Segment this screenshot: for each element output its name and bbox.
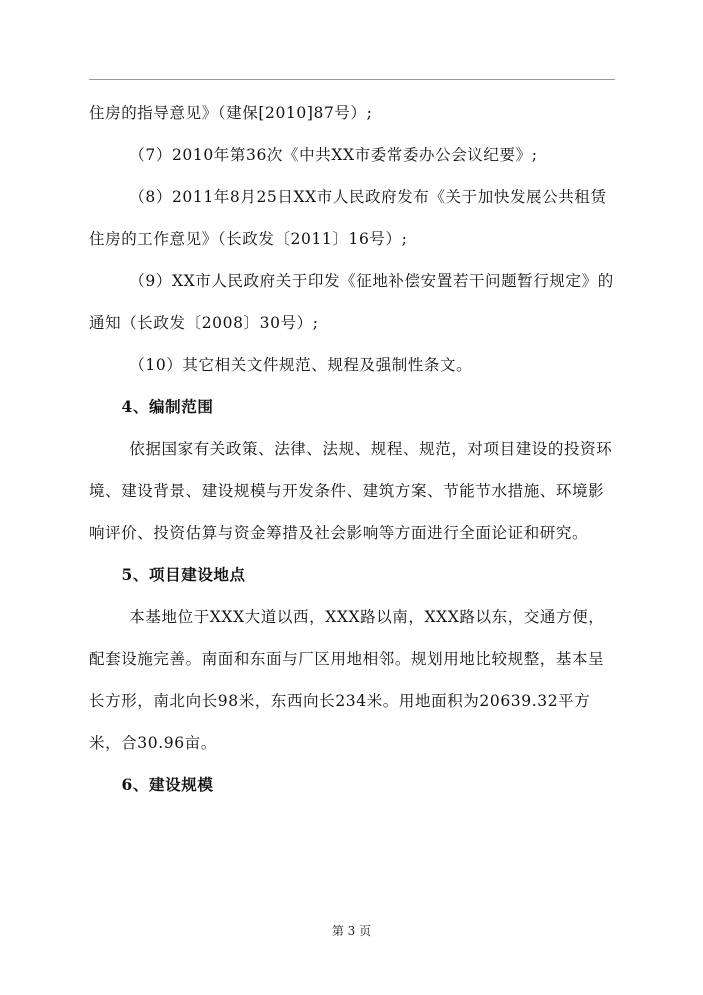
header-rule: [89, 79, 615, 80]
section-4-body: 依据国家有关政策、法律、法规、规程、规范，对项目建设的投资环境、建设背景、建设规模与开发条件、建筑方案、节能节水措施、环境影响评价、投资估算与资金筹措及社会影响等方面进行全面论证和研究。: [89, 440, 613, 542]
section-5-heading: 5、项目建设地点: [121, 565, 246, 584]
section-5-body: 本基地位于XXX大道以西，XXX路以南，XXX路以东，交通方便，配套设施完善。南面和东面与厂区用地相邻。规划用地比较规整，基本呈长方形，南北向长98米，东西向长234米。用地面积为20639.32平方米，合30.96亩。: [89, 608, 605, 752]
paragraph-ref-9: （9）XX市人民政府关于印发《征地补偿安置若干问题暂行规定》的通知（长政发〔2008〕30号）;: [89, 272, 614, 332]
paragraph-ref-10: （10）其它相关文件规范、规程及强制性条文。: [129, 356, 473, 374]
document-body: [89, 92, 617, 806]
paragraph-ref-8: （8）2011年8月25日XX市人民政府发布《关于加快发展公共租赁住房的工作意见》（长政发〔2011〕16号）;: [89, 188, 607, 248]
section-4-heading: 4、编制范围: [121, 397, 214, 416]
page-number: 第 3 页: [331, 924, 372, 938]
paragraph-ref-7: （7）2010年第36次《中共XX市委常委办公会议纪要》;: [129, 146, 538, 164]
paragraph-ref-6-cont: 住房的指导意见》（建保[2010]87号）;: [89, 104, 373, 122]
section-6-heading: 6、建设规模: [121, 775, 214, 794]
